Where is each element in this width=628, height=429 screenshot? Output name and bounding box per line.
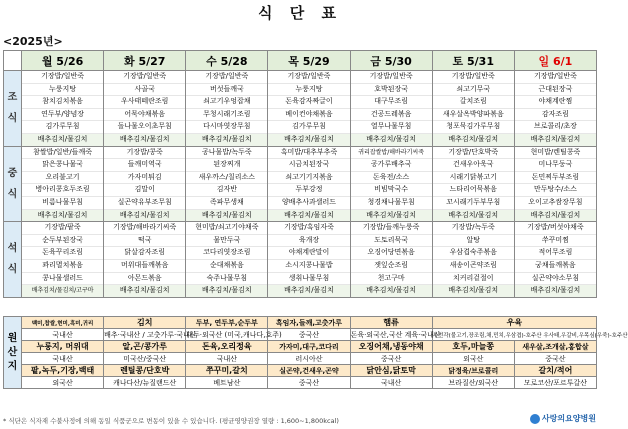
day-header: 토 5/31 (432, 51, 514, 71)
menu-item: 현미밥/쇠고기야채죽 (186, 222, 267, 235)
menu-item: 배추김치/물김치 (104, 210, 185, 222)
menu-item: 김말이 (104, 184, 185, 197)
menu-item: 기장밥/단호박죽 (433, 147, 514, 160)
menu-item: 열무나물무침 (351, 121, 432, 134)
origin-country: 배추·국내산 / 고춧가루·국내산 (104, 330, 197, 339)
menu-item: 코다리엿장조림 (186, 247, 267, 260)
menu-cell (186, 146, 268, 222)
origin-value-row (4, 353, 597, 365)
menu-item: 갈치조림 (433, 96, 514, 109)
origin-header-row (4, 341, 597, 353)
menu-item: 김자반 (186, 184, 267, 197)
menu-cell (186, 71, 268, 147)
menu-cell (22, 222, 104, 298)
menu-cell (514, 222, 596, 298)
menu-item: 순대채볶음 (186, 260, 267, 273)
menu-item: 배추김치/물김치 (351, 285, 432, 297)
menu-item: 돌나물오이초무침 (104, 121, 185, 134)
menu-item: 새우살옥박양파볶음 (433, 109, 514, 122)
menu-item: 기장밥/일반죽 (104, 71, 185, 84)
origin-item: 새우살,조개살,홍합살 (514, 341, 596, 353)
menu-item: 알탕 (433, 235, 514, 248)
origin-country: 국내산 (22, 329, 104, 341)
origin-value-row (4, 329, 597, 341)
day-header: 화 5/27 (104, 51, 186, 71)
origin-country: 돈육·외국산,국산 계육·국내산 (350, 330, 441, 339)
origin-item: 백미,찹쌀,현미,흑미,귀리 (22, 317, 104, 329)
origin-item: 돈육,오리정육 (186, 341, 268, 353)
menu-item: 소시지콩나물밥 (268, 260, 349, 273)
menu-item: 브로콜리/초장 (515, 121, 596, 134)
menu-cell (350, 146, 432, 222)
menu-item: 배추김치/물김치 (104, 285, 185, 297)
menu-item: 맑은콩나물국 (22, 159, 103, 172)
menu-item: 쇠고기무국 (433, 84, 514, 97)
menu-item: 배추김치/물김치 (515, 210, 596, 222)
menu-item: 기장밥/들깨누룽죽 (351, 222, 432, 235)
menu-item: 순두부된장국 (22, 235, 103, 248)
menu-item: 배추김치/물김치 (515, 134, 596, 146)
menu-item: 적어무조림 (515, 247, 596, 260)
menu-item: 배추김치/물김치 (22, 134, 103, 146)
origin-item: 쭈꾸미,갈치 (186, 365, 268, 377)
meal-row (4, 222, 597, 298)
menu-item: 배추김치/물김치 (22, 210, 103, 222)
menu-item: 어묵야채볶음 (104, 109, 185, 122)
menu-item: 미나무둥국 (515, 159, 596, 172)
menu-item: 돈민찌두부조림 (515, 172, 596, 185)
menu-item: 대구무조림 (351, 96, 432, 109)
menu-item: 건새우아욱국 (433, 159, 514, 172)
day-header: 목 5/29 (268, 51, 350, 71)
menu-item: 현미밥/렌틸콩죽 (515, 147, 596, 160)
origin-country: 모로코산/포르투갈산 (514, 377, 596, 389)
menu-item: 아몬드볶음 (104, 273, 185, 286)
corner-cell (4, 51, 22, 71)
menu-item: 새송이곤약조림 (433, 260, 514, 273)
menu-item: 육개장 (268, 235, 349, 248)
menu-item: 누룽지탕 (268, 84, 349, 97)
menu-item: 생취나물무침 (268, 273, 349, 286)
origin-country: 베트남산 (186, 377, 268, 389)
menu-item: 머위대들깨볶음 (104, 260, 185, 273)
menu-item: 배추김치/물김치 (268, 210, 349, 222)
origin-item: 두부, 연두부,순두부 (186, 317, 268, 329)
year-label: <2025년> (3, 35, 63, 48)
menu-item: 배추김치/물김치 (433, 210, 514, 222)
menu-item: 공가루배추국 (351, 159, 432, 172)
menu-item: 누룽지탕 (22, 84, 103, 97)
menu-item: 기장밥/팥죽 (22, 222, 103, 235)
day-header: 수 5/28 (186, 51, 268, 71)
hospital-logo-icon (530, 414, 540, 424)
menu-item: 참쌀밥/일반/들깨죽 (22, 147, 103, 160)
menu-item: 기장밥/일반죽 (22, 71, 103, 84)
menu-item: 기장밥/일반죽 (515, 71, 596, 84)
menu-item: 김가루무침 (22, 121, 103, 134)
menu-item: 김가루무침 (268, 121, 349, 134)
menu-item: 물만두국 (186, 235, 267, 248)
menu-item: 배추김치/물김치 (186, 285, 267, 297)
menu-table (3, 50, 597, 298)
menu-item: 배추김치/물김치 (515, 285, 596, 297)
origin-item: 실곤약,건새우,곤약 (268, 365, 350, 377)
menu-item: 청경채나물무침 (351, 197, 432, 210)
menu-item: 기장밥/녹두죽 (433, 222, 514, 235)
origin-item: 팥,녹두,기장,백태 (22, 365, 104, 377)
origin-item: 우육 (432, 317, 596, 329)
menu-item: 쑤꾸미찜 (515, 235, 596, 248)
menu-item: 숙주나물무침 (186, 273, 267, 286)
origin-country: 중국산 (350, 353, 432, 365)
menu-item: 양배추사과샐러드 (268, 197, 349, 210)
menu-item: 실곤약야소무침 (515, 273, 596, 286)
menu-item: 가자미튀김 (104, 172, 185, 185)
origin-country: 대두·외국산 (미국,캐나다,호주) (186, 330, 282, 339)
origin-country: 캐나다산/뉴질랜드산 (104, 377, 186, 389)
menu-cell (432, 146, 514, 222)
menu-item: 배추김치/물김치 (351, 134, 432, 146)
origin-country: 브라질산/외국산 (432, 377, 514, 389)
origin-value-row (4, 377, 597, 389)
menu-item: 베이컨야채볶음 (268, 109, 349, 122)
menu-item: 도토리묵국 (351, 235, 432, 248)
hospital-name: 사랑의요양병원 (541, 414, 596, 423)
origin-country: 우전각(불고기,장조림,채,민치,우삼겹)-호주산 우사태,우갈비,우목심(우죽)-호주산 (432, 329, 596, 341)
origin-table (3, 316, 628, 389)
origin-country: 국내산 (186, 353, 268, 365)
menu-item: 공나물밥/녹두죽 (186, 147, 267, 160)
menu-item: 오징어당면볶음 (351, 247, 432, 260)
meal-label: 조 식 (4, 71, 22, 147)
menu-item: 떡국 (104, 235, 185, 248)
menu-item: 호박된장국 (351, 84, 432, 97)
origin-header-row (4, 317, 597, 329)
menu-item: 돈육감자짜글이 (268, 96, 349, 109)
meal-label: 중 식 (4, 146, 22, 222)
menu-item: 들깨미역국 (104, 159, 185, 172)
page-title: 식 단 표 (258, 4, 342, 22)
origin-item: 알,곤/콩가루 (104, 341, 186, 353)
menu-item: 오리불고기 (22, 172, 103, 185)
origin-item: 김치 (104, 317, 186, 329)
menu-item: 야채계란말이 (268, 247, 349, 260)
menu-item: 꽈리멸치볶음 (22, 260, 103, 273)
menu-item: 기장밥/해바라기씨죽 (104, 222, 185, 235)
menu-item: 기장밥/일반죽 (186, 71, 267, 84)
menu-item: 감자조림 (515, 109, 596, 122)
origin-item: 오징어채,냉동야채 (350, 341, 432, 353)
menu-cell (514, 146, 596, 222)
menu-item: 닭살감자조림 (104, 247, 185, 260)
menu-item: 배추김치/물김치 (186, 210, 267, 222)
origin-country: 국내산 (350, 377, 432, 389)
origin-item: 닭정육/브로콜리 (432, 365, 514, 377)
menu-cell (186, 222, 268, 298)
day-header: 일 6/1 (514, 51, 596, 71)
origin-item: 누룽지, 머위대 (22, 341, 104, 353)
menu-cell (22, 71, 104, 147)
menu-item: 우사태떼란조림 (104, 96, 185, 109)
origin-country: 러시아산 (268, 353, 350, 365)
menu-item: 기장밥/일반죽 (433, 71, 514, 84)
menu-item: 사골국 (104, 84, 185, 97)
origin-country: 외국산 (22, 377, 104, 389)
origin-item: 햄류 (350, 317, 432, 329)
menu-item: 배추김치/물김치 (186, 134, 267, 146)
menu-item: 배추김치/물김치 (104, 134, 185, 146)
menu-item: 천고구마 (351, 273, 432, 286)
origin-country: 중국산 (268, 377, 350, 389)
menu-item: 두부강정 (268, 184, 349, 197)
menu-item: 배추김치/물김치 (433, 134, 514, 146)
origin-country: 중국산 (514, 353, 596, 365)
menu-item: 잿잎순조림 (351, 260, 432, 273)
menu-cell (432, 71, 514, 147)
menu-item: 참치김치볶음 (22, 96, 103, 109)
menu-item: 배추김치/물김치 (433, 285, 514, 297)
origin-label: 원 산 지 (4, 317, 22, 389)
menu-item: 기장밥/일반죽 (268, 71, 349, 84)
menu-item: 꼬시래기두부무침 (433, 197, 514, 210)
origin-item: 호두,마늘쫑 (432, 341, 514, 353)
menu-item: 시금치된장국 (268, 159, 349, 172)
day-header: 월 5/26 (22, 51, 104, 71)
menu-item: 야채계란찜 (515, 96, 596, 109)
menu-item: 배추김치/물김치/고구마 (22, 285, 103, 297)
menu-cell (350, 222, 432, 298)
menu-cell (104, 146, 186, 222)
menu-item: 연두부/양념장 (22, 109, 103, 122)
menu-item: 만두탕수/소스 (515, 184, 596, 197)
menu-item: 치커리겉절이 (433, 273, 514, 286)
menu-item: 기장밥/버섯야채죽 (515, 222, 596, 235)
origin-country: 중국산 (268, 329, 350, 341)
menu-item: 기장밥/일반죽 (351, 71, 432, 84)
origin-item: 흑임자,들깨,고춧가루 (268, 317, 350, 329)
menu-item: 돈육꾸리조림 (22, 247, 103, 260)
meal-label: 석 식 (4, 222, 22, 298)
menu-cell (432, 222, 514, 298)
menu-cell (104, 71, 186, 147)
menu-item: 귀리잡쌀밥/해바라기씨죽 (351, 147, 432, 160)
menu-item: 버섯들깨국 (186, 84, 267, 97)
menu-item: 기장밥/콩죽 (104, 147, 185, 160)
origin-item: 갈치/적어 (514, 365, 596, 377)
menu-item: 우삼겹숙주볶음 (433, 247, 514, 260)
menu-cell (268, 222, 350, 298)
menu-item: 콩나물샐러드 (22, 273, 103, 286)
menu-item: 쇠고기기지볶음 (268, 172, 349, 185)
menu-item: 다시마엿장무침 (186, 121, 267, 134)
origin-item: 렌틸콩/단호박 (104, 365, 186, 377)
menu-item: 흑미밥/대추부추죽 (268, 147, 349, 160)
menu-cell (22, 146, 104, 222)
menu-item: 건공드레볶음 (351, 109, 432, 122)
menu-item: 기장밥/흑임자죽 (268, 222, 349, 235)
menu-item: 실곤약유부조무침 (104, 197, 185, 210)
origin-country: 외국산 (432, 353, 514, 365)
menu-item: 배추김치/물김치 (268, 285, 349, 297)
menu-item: 된장찌개 (186, 159, 267, 172)
menu-item: 시래기닭볶고기 (433, 172, 514, 185)
origin-country: 미국산/중국산 (104, 353, 186, 365)
menu-item: 근대된장국 (515, 84, 596, 97)
menu-item: 병아리콩호두조림 (22, 184, 103, 197)
meal-row (4, 71, 597, 147)
menu-item: 돈육전/소스 (351, 172, 432, 185)
origin-country: 국내산 (22, 353, 104, 365)
menu-cell (268, 146, 350, 222)
day-header: 금 5/30 (350, 51, 432, 71)
menu-item: 새우까스/칠리소스 (186, 172, 267, 185)
menu-item: 비빔막국수 (351, 184, 432, 197)
origin-header-row (4, 365, 597, 377)
footnote: * 식단은 식자재 수불사정에 의해 동일 식품군으로 변동이 있을 수 있습니다. (평균영양권장 열량 : 1,600~1,800kcal) (3, 417, 339, 425)
menu-item: 족파무생채 (186, 197, 267, 210)
menu-cell (104, 222, 186, 298)
menu-item: 궁채들깨볶음 (515, 260, 596, 273)
day-header-row (4, 51, 597, 71)
menu-cell (350, 71, 432, 147)
menu-item: 느타리어묵볶음 (433, 184, 514, 197)
origin-item: 가자미,대구,코다리 (268, 341, 350, 353)
menu-item: 배추김치/물김치 (351, 210, 432, 222)
meal-row (4, 146, 597, 222)
menu-item: 오이고추쌈장무침 (515, 197, 596, 210)
menu-cell (268, 71, 350, 147)
origin-item: 닭안심,닭토막 (350, 365, 432, 377)
menu-item: 쇠고기우엉잡채 (186, 96, 267, 109)
menu-item: 비름나물무침 (22, 197, 103, 210)
menu-cell (514, 71, 596, 147)
menu-item: 청포묵김가루무침 (433, 121, 514, 134)
hospital-logo (530, 413, 596, 424)
menu-item: 배추김치/물김치 (268, 134, 349, 146)
menu-item: 무청시래기조림 (186, 109, 267, 122)
